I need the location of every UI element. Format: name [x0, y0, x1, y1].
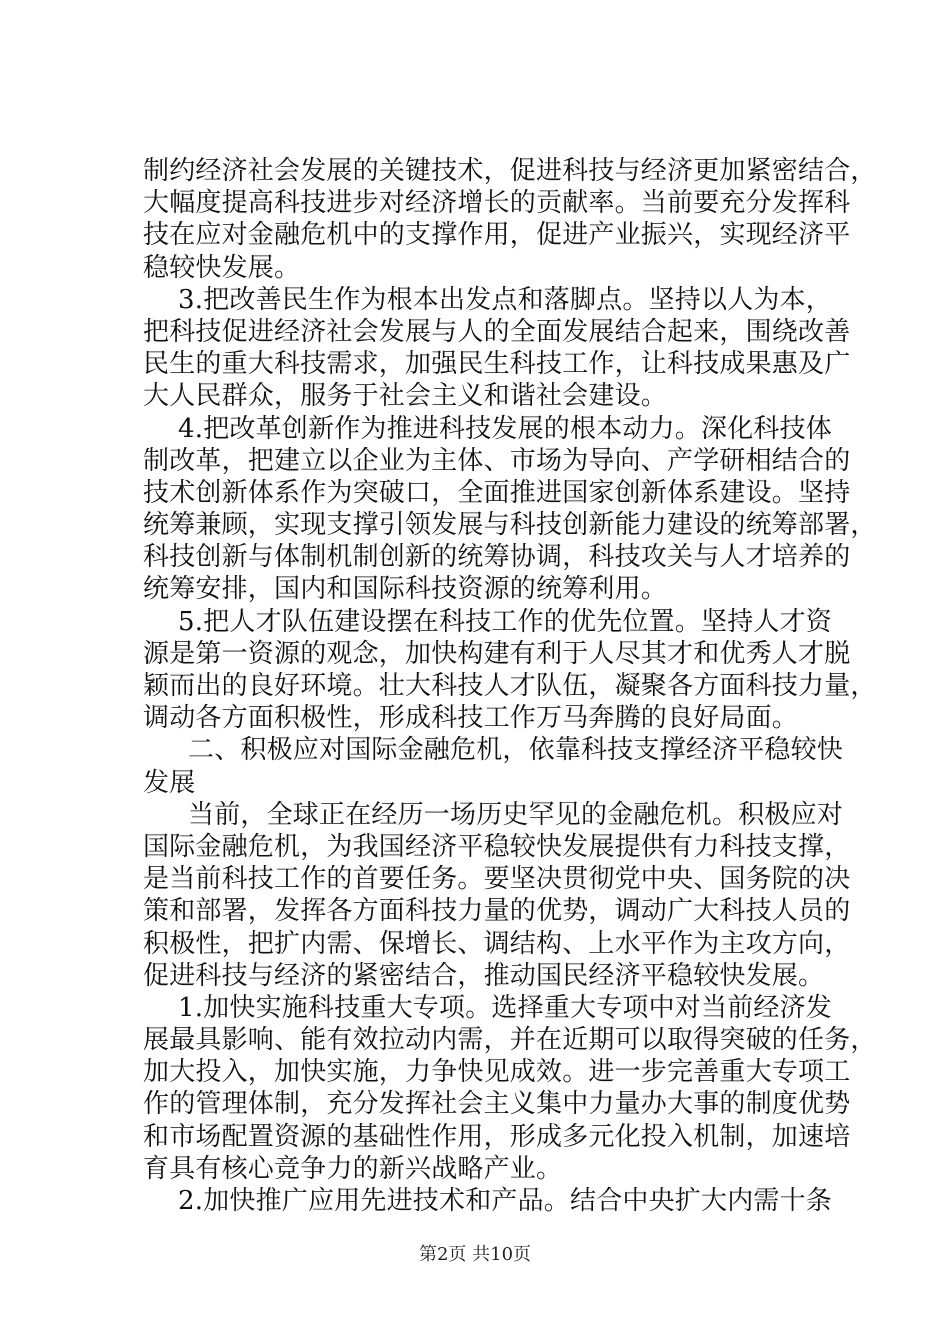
- text-line: 科技创新与体制机制创新的统筹协调，科技攻关与人才培养的: [143, 542, 851, 573]
- text-line: 大人民群众，服务于社会主义和谐社会建设。: [143, 381, 668, 412]
- text-line: 加大投入，加快实施，力争快见成效。进一步完善重大专项工: [143, 1057, 851, 1088]
- text-line: 统筹兼顾，实现支撑引领发展与科技创新能力建设的统筹部署，: [143, 510, 877, 541]
- text-line: 统筹安排，国内和国际科技资源的统筹利用。: [143, 574, 668, 605]
- text-line: 技在应对金融危机中的支撑作用，促进产业振兴，实现经济平: [143, 220, 851, 251]
- text-line: 发展: [143, 767, 196, 798]
- text-line: 当前，全球正在经历一场历史罕见的金融危机。积极应对: [188, 799, 844, 830]
- text-line: 3.把改善民生作为根本出发点和落脚点。坚持以人为本，: [178, 284, 833, 315]
- text-line: 育具有核心竞争力的新兴战略产业。: [143, 1153, 563, 1184]
- text-line: 技术创新体系作为突破口，全面推进国家创新体系建设。坚持: [143, 477, 851, 508]
- text-line: 大幅度提高科技进步对经济增长的贡献率。当前要充分发挥科: [143, 188, 851, 219]
- text-line: 民生的重大科技需求，加强民生科技工作，让科技成果惠及广: [143, 349, 851, 380]
- text-line: 把科技促进经济社会发展与人的全面发展结合起来，围绕改善: [143, 316, 851, 347]
- text-line: 2.加快推广应用先进技术和产品。结合中央扩大内需十条: [178, 1186, 833, 1216]
- document-body: [143, 155, 877, 1217]
- text-line: 和市场配置资源的基础性作用，形成多元化投入机制，加速培: [143, 1121, 851, 1152]
- text-line: 制约经济社会发展的关键技术，促进科技与经济更加紧密结合，: [143, 156, 877, 186]
- text-line: 积极性，把扩内需、保增长、调结构、上水平作为主攻方向，: [143, 928, 851, 959]
- text-line: 1.加快实施科技重大专项。选择重大专项中对当前经济发: [178, 992, 833, 1023]
- text-line: 展最具影响、能有效拉动内需，并在近期可以取得突破的任务，: [143, 1025, 877, 1056]
- text-line: 颖而出的良好环境。壮大科技人才队伍，凝聚各方面科技力量，: [143, 671, 877, 701]
- text-line: 源是第一资源的观念，加快构建有利于人尽其才和优秀人才脱: [143, 638, 851, 669]
- text-line: 5.把人才队伍建设摆在科技工作的优先位置。坚持人才资: [178, 606, 833, 637]
- page-footer: 第2页 共10页: [418, 1244, 532, 1265]
- text-line: 稳较快发展。: [143, 252, 301, 283]
- text-line: 是当前科技工作的首要任务。要坚决贯彻党中央、国务院的决: [143, 864, 851, 895]
- text-line: 二、积极应对国际金融危机，依靠科技支撑经济平稳较快: [188, 735, 844, 766]
- text-line: 国际金融危机，为我国经济平稳较快发展提供有力科技支撑，: [143, 831, 851, 862]
- text-line: 促进科技与经济的紧密结合，推动国民经济平稳较快发展。: [143, 960, 825, 991]
- text-line: 制改革，把建立以企业为主体、市场为导向、产学研相结合的: [143, 445, 851, 476]
- text-line: 策和部署，发挥各方面科技力量的优势，调动广大科技人员的: [143, 896, 851, 927]
- text-line: 4.把改革创新作为推进科技发展的根本动力。深化科技体: [178, 413, 833, 444]
- text-line: 作的管理体制，充分发挥社会主义集中力量办大事的制度优势: [143, 1089, 851, 1120]
- text-line: 调动各方面积极性，形成科技工作万马奔腾的良好局面。: [143, 703, 799, 734]
